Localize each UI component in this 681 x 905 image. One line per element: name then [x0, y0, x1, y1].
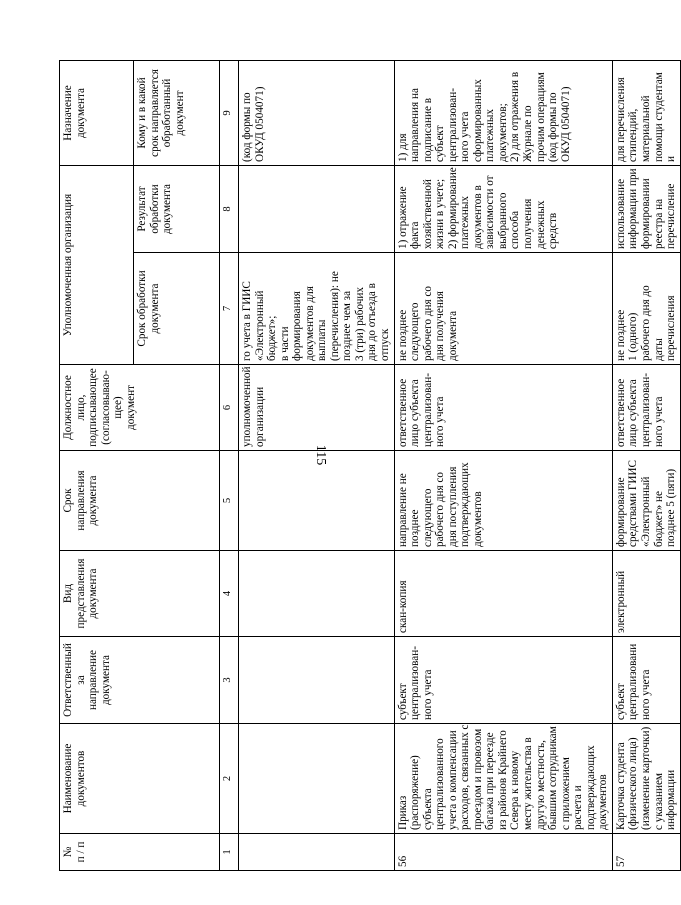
cell-line: жизни в учете; — [434, 178, 447, 249]
cell-num: 57 — [612, 834, 680, 871]
cell-line: бывшим сотрудникам — [547, 726, 560, 830]
header-name — [60, 724, 220, 834]
cell-line: не позднее — [396, 309, 409, 361]
column-number-row — [220, 61, 239, 871]
cell-line: ОКУД 0504071) — [253, 86, 266, 162]
cell-line: го учета в ГИИС — [241, 281, 253, 361]
page-number-text: 115 — [312, 444, 328, 466]
cell-line: ОКУД 0504071) — [559, 86, 572, 162]
cell-line: ного учета — [434, 396, 447, 447]
cell-line: проездом и провозом — [471, 728, 484, 830]
cell-processing-result — [612, 166, 680, 253]
cell-line: ного учета — [652, 396, 665, 447]
cell-line: документа — [87, 568, 100, 619]
cell-line: позднее — [409, 509, 422, 547]
cell-kind: электронный — [612, 551, 680, 637]
cell-line: расходов, связанных с — [459, 724, 472, 830]
cell-line: документ — [173, 90, 186, 136]
header-row-1 — [60, 61, 134, 871]
cell-line: Должностное — [62, 375, 74, 440]
table-row-57 — [612, 61, 680, 871]
cell-line: использование — [614, 178, 627, 249]
cell-processing-term — [394, 253, 612, 365]
cell-official — [394, 365, 612, 451]
column-number: 7 — [220, 253, 239, 365]
column-number: 6 — [220, 365, 239, 451]
cell-line: ответственное — [396, 378, 409, 447]
cell-line: направления — [74, 470, 87, 531]
cell-line: перечисление — [665, 183, 678, 249]
cell-line: субъект — [396, 683, 409, 720]
cell-line: выплаты — [316, 319, 329, 361]
cell-line: документа — [74, 87, 87, 139]
cell-line: документов — [74, 750, 87, 807]
cell-term — [394, 451, 612, 551]
cell-line: даты — [652, 338, 665, 361]
cell-line: Ответственный — [62, 643, 74, 717]
cell-line: Севера к новому — [509, 750, 522, 830]
cell-line: зависимости от — [484, 175, 497, 249]
column-number: 5 — [220, 451, 239, 551]
cell-name — [239, 724, 395, 834]
cell-num — [239, 834, 395, 871]
cell-line: ответственное — [614, 378, 627, 447]
cell-line: не позднее — [614, 309, 627, 361]
cell-responsible — [394, 637, 612, 724]
cell-line: 1) для — [396, 133, 409, 162]
cell-line: бюджет»; — [266, 315, 279, 361]
cell-line: централизован- — [446, 88, 459, 162]
cell-line: организации — [253, 386, 266, 447]
cell-kind: скан-копия — [394, 551, 612, 637]
cell-line: Вид — [62, 583, 74, 604]
cell-line: платежных — [484, 109, 497, 162]
cell-line: дня до отъезда в — [366, 283, 379, 361]
cell-line: документа — [148, 283, 161, 334]
cell-processing-result — [394, 166, 612, 253]
cell-line: месту жительства в — [522, 737, 535, 830]
cell-line: дня поступления — [446, 466, 459, 547]
cell-num: 56 — [394, 834, 612, 871]
cell-line: хозяйственной — [421, 179, 434, 249]
cell-line: формирования — [291, 291, 304, 361]
cell-line: субъект — [434, 125, 447, 162]
header-authorized-org: Уполномоченная организация — [60, 166, 134, 365]
cell-line: документа — [99, 654, 112, 706]
cell-processing-result — [239, 166, 395, 253]
cell-line: факта — [409, 221, 422, 249]
cell-line: получения — [522, 198, 535, 249]
cell-line: следующего — [409, 302, 422, 361]
cell-line: Срок обработки — [136, 270, 148, 347]
cell-line: документов — [471, 491, 484, 547]
cell-line: обработки — [148, 184, 161, 234]
cell-line: Срок — [62, 488, 74, 513]
cell-official — [612, 365, 680, 451]
cell-line: централизован- — [421, 373, 434, 447]
rotated-table-container — [59, 61, 678, 871]
cell-line: обработанный — [161, 78, 174, 148]
cell-line: срок направляется — [148, 69, 161, 157]
cell-line: подписывающее — [87, 368, 100, 447]
cell-line: документов в — [471, 185, 484, 249]
header-responsible — [60, 637, 220, 724]
table-row-56 — [394, 61, 612, 871]
cell-line: другую местность, — [534, 740, 547, 830]
header-official — [60, 365, 220, 451]
cell-line: представления — [74, 558, 87, 629]
table-row-continuation — [239, 61, 395, 871]
cell-line: лицо субъекта — [409, 379, 422, 447]
cell-line: подтверждающих — [459, 462, 472, 547]
cell-term — [612, 451, 680, 551]
cell-line: документов для — [303, 286, 316, 361]
cell-line: Журнале по — [522, 105, 535, 162]
cell-line: 1 (одного) — [627, 312, 640, 361]
cell-line: направление не — [396, 473, 409, 547]
cell-line: отпуск — [379, 328, 392, 361]
cell-line: Наименование — [62, 743, 74, 814]
cell-line: «Электронный — [253, 290, 266, 361]
cell-line: документов — [597, 774, 610, 830]
cell-line: (физического лица) — [627, 737, 640, 830]
cell-line: позднее 5 (пяти) — [665, 468, 678, 547]
cell-line: рабочего дня со — [421, 285, 434, 361]
cell-line: платежных — [459, 196, 472, 249]
cell-line: централизовани — [627, 643, 640, 720]
header-num — [60, 834, 220, 871]
cell-kind — [239, 551, 395, 637]
cell-line: ного учета — [459, 111, 472, 162]
cell-line: субъект — [614, 683, 627, 720]
cell-line: денежных — [534, 200, 547, 249]
cell-term — [239, 451, 395, 551]
column-number: 8 — [220, 166, 239, 253]
cell-line: стипендий, — [627, 108, 640, 162]
cell-line: в части — [278, 326, 291, 361]
cell-line: рабочего дня со — [434, 471, 447, 547]
cell-line: Кому и в какой — [136, 77, 148, 149]
cell-responsible — [239, 637, 395, 724]
cell-line: сформированных — [471, 79, 484, 162]
cell-name — [394, 724, 612, 834]
cell-line: документа — [446, 310, 459, 361]
cell-line: формирование — [614, 477, 627, 547]
cell-line: 1) отражение — [396, 186, 409, 249]
cell-name — [612, 724, 680, 834]
cell-line: документа — [161, 183, 174, 235]
cell-line: ного учета — [639, 669, 652, 720]
header-processing-term — [134, 253, 220, 365]
cell-line: направления на — [409, 88, 422, 162]
cell-processing-term — [612, 253, 680, 365]
cell-line: (код формы по — [547, 92, 560, 162]
cell-line: перечисления — [665, 295, 678, 361]
cell-line: 2) формирование — [446, 167, 459, 249]
cell-line: централизован- — [639, 373, 652, 447]
cell-purpose — [612, 61, 680, 166]
cell-line: документа — [87, 475, 100, 526]
cell-line: подтверждающих — [584, 745, 597, 830]
cell-line: 3 (три) рабочих — [353, 286, 366, 361]
cell-line: Приказ — [396, 795, 409, 830]
cell-line: № — [62, 846, 74, 858]
column-number: 3 — [220, 637, 239, 724]
column-number: 4 — [220, 551, 239, 637]
cell-line: расчета и — [572, 785, 585, 830]
cell-line: способа — [509, 210, 522, 249]
cell-line: щее) — [112, 396, 125, 419]
cell-line: Карточка студента — [614, 742, 627, 830]
cell-line: средств — [547, 212, 560, 249]
cell-line: субъекта — [421, 788, 434, 830]
cell-line: ного учета — [421, 669, 434, 720]
cell-line: рабочего дня до — [639, 285, 652, 361]
cell-line: с приложением — [559, 757, 572, 830]
cell-line: лицо, — [74, 394, 87, 421]
column-number: 1 — [220, 834, 239, 871]
cell-line: позднее чем за — [341, 290, 354, 361]
cell-line: (перечисления): не — [328, 271, 341, 361]
cell-processing-term — [239, 253, 395, 365]
cell-line: реестра на — [652, 198, 665, 249]
cell-line: Результат — [136, 186, 148, 232]
cell-line: учета о компенсации — [446, 730, 459, 830]
cell-line: за — [74, 675, 87, 685]
cell-line: формировании — [639, 178, 652, 249]
header-processing-result — [134, 166, 220, 253]
cell-line: 2) для отражения в — [509, 71, 522, 162]
header-kind — [60, 551, 220, 637]
cell-line: (код формы по — [241, 92, 253, 162]
cell-line: и — [665, 156, 678, 162]
cell-line: лицо субъекта — [627, 379, 640, 447]
header-purpose — [60, 61, 134, 166]
cell-line: Назначение — [62, 85, 74, 141]
cell-official — [239, 365, 395, 451]
cell-line: п / п — [74, 841, 87, 863]
cell-line: централизован- — [409, 646, 422, 720]
cell-line: из районов Крайнего — [496, 730, 509, 830]
document-table — [59, 60, 681, 871]
cell-line: информации — [665, 769, 678, 830]
column-number: 9 — [220, 61, 239, 166]
cell-line: (распоряжение) — [409, 755, 422, 830]
column-number: 2 — [220, 724, 239, 834]
cell-line: прочим операциям — [534, 72, 547, 162]
cell-line: (изменение карточки) — [639, 726, 652, 830]
cell-line: документ — [124, 385, 137, 430]
cell-line: средствами ГИИС — [627, 460, 640, 547]
cell-line: следующего — [421, 488, 434, 547]
cell-line: подписание в — [421, 97, 434, 162]
cell-line: с указанием — [652, 773, 665, 830]
header-term — [60, 451, 220, 551]
cell-line: для перечисления — [614, 77, 627, 162]
header-purpose-sub — [134, 61, 220, 166]
cell-line: «Электронный — [639, 476, 652, 547]
cell-purpose — [394, 61, 612, 166]
cell-line: документов; — [496, 103, 509, 162]
cell-line: выбранного — [496, 192, 509, 249]
cell-line: бюджет» не — [652, 491, 665, 547]
cell-line: материальной — [639, 95, 652, 162]
cell-line: уполномоченной — [241, 366, 253, 447]
cell-line: дня получения — [434, 291, 447, 361]
cell-line: информации при — [627, 168, 640, 249]
cell-line: централизованного — [434, 738, 447, 830]
cell-line: багажа при переезде — [484, 732, 497, 830]
cell-line: (согласовываю- — [99, 370, 112, 445]
cell-line: помощи студентам — [652, 72, 665, 162]
cell-line: направление — [87, 650, 100, 710]
cell-purpose — [239, 61, 395, 166]
cell-responsible — [612, 637, 680, 724]
